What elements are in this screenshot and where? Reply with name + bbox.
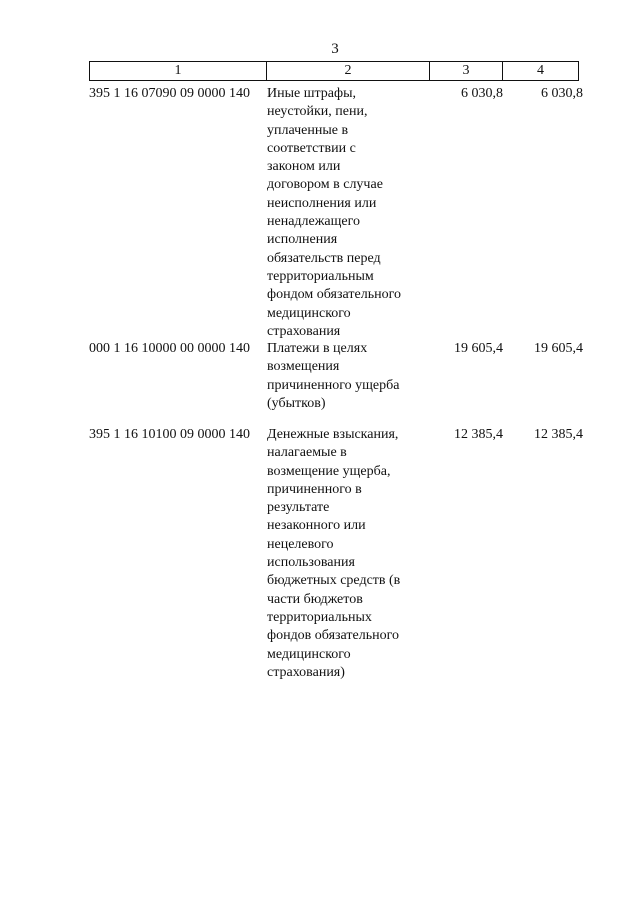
description-line: Денежные взыскания, [267, 427, 399, 442]
description-line: исполнения [267, 232, 338, 248]
description-line: обязательств перед [267, 250, 381, 266]
description-line: соответствии с [267, 140, 356, 156]
description-line: использования [267, 555, 355, 571]
description-line: фондом обязательного [267, 287, 401, 303]
description-line: (убытков) [267, 395, 326, 411]
row-description [267, 85, 417, 341]
value-col-3: 6 030,8 [461, 86, 503, 101]
value-col-4: 12 385,4 [534, 427, 583, 442]
page-number: 3 [331, 41, 339, 57]
description-line: медицинского [267, 305, 351, 321]
description-line: возмещения [267, 359, 340, 375]
description-line: законом или [267, 159, 341, 175]
value-col-3: 12 385,4 [454, 427, 503, 442]
description-line: части бюджетов [267, 591, 363, 607]
budget-code: 395 1 16 10100 09 0000 140 [89, 427, 250, 442]
budget-code: 000 1 16 10000 00 0000 140 [89, 341, 250, 356]
value-col-3: 19 605,4 [454, 341, 503, 356]
description-line: неустойки, пени, [267, 104, 368, 120]
description-line: Иные штрафы, [267, 86, 356, 101]
description-line: уплаченные в [267, 122, 349, 138]
description-line: причиненного ущерба [267, 377, 400, 393]
description-line: незаконного или [267, 518, 366, 534]
table-header [89, 61, 579, 81]
value-col-4: 19 605,4 [534, 341, 583, 356]
description-line: причиненного в [267, 481, 362, 497]
description-line: неисполнения или [267, 195, 377, 211]
description-line: возмещение ущерба, [267, 463, 391, 479]
header-col-2: 2 [267, 62, 430, 80]
header-col-4: 4 [537, 63, 544, 78]
description-line: Платежи в целях [267, 341, 368, 356]
description-line: территориальных [267, 609, 372, 625]
row-description [267, 426, 417, 682]
description-line: страхования) [267, 664, 345, 680]
description-line: нецелевого [267, 536, 334, 552]
description-line: налагаемые в [267, 445, 347, 461]
value-col-4: 6 030,8 [541, 86, 583, 101]
row-description [267, 340, 417, 413]
description-line: результате [267, 500, 330, 516]
description-line: договором в случае [267, 177, 383, 193]
budget-code: 395 1 16 07090 09 0000 140 [89, 86, 250, 101]
header-col-1: 1 [90, 62, 267, 80]
description-line: бюджетных средств (в [267, 573, 401, 589]
description-line: территориальным [267, 268, 374, 284]
description-line: ненадлежащего [267, 214, 361, 230]
description-line: медицинского [267, 646, 351, 662]
description-line: фондов обязательного [267, 628, 399, 644]
header-col-3: 3 [430, 62, 503, 80]
description-line: страхования [267, 323, 341, 339]
